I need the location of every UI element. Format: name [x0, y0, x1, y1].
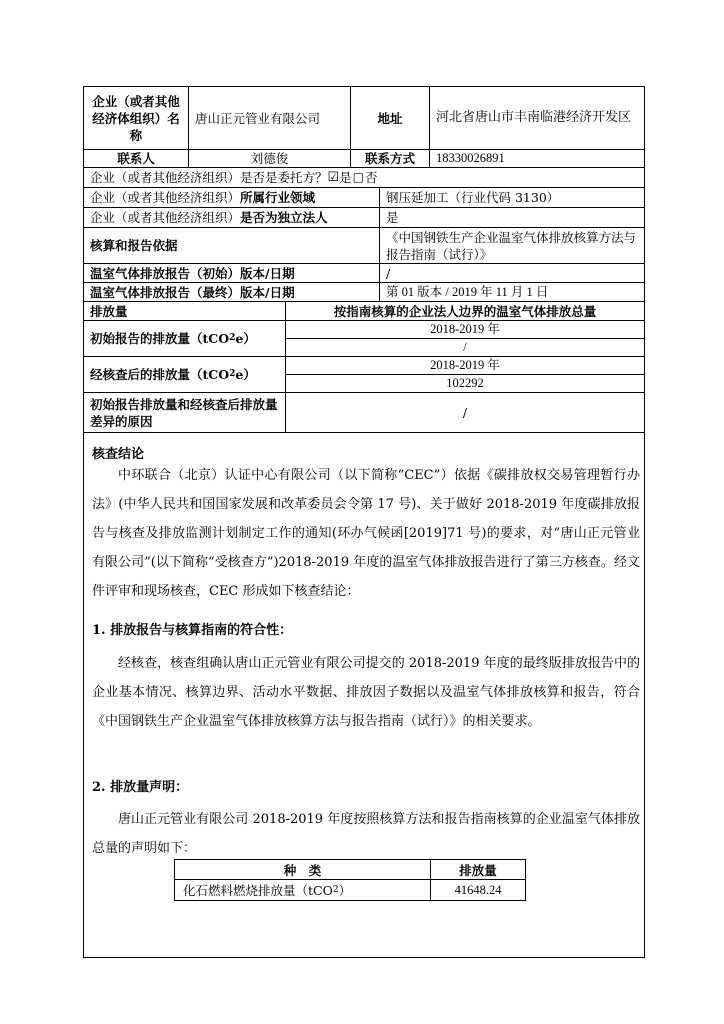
col-amount-header: 排放量	[459, 862, 497, 878]
emission-header: 按指南核算的企业法人边界的温室气体排放总量	[333, 303, 597, 319]
phone-label: 联系方式	[351, 150, 430, 167]
emission-table-header-row	[175, 860, 525, 880]
contact-value: 刘德俊	[189, 150, 351, 167]
final-version-value: 第 01 版本 / 2019 年 11 月 1 日	[386, 284, 549, 299]
basis-label: 核算和报告依据	[84, 228, 380, 263]
address-value: 河北省唐山市丰南临港经济开发区	[436, 110, 632, 125]
fossil-fuel-label-sub: 2	[332, 885, 339, 895]
initial-emission-label-sub: 2	[229, 333, 236, 343]
industry-label-bold: 所属行业领域	[240, 190, 316, 205]
row-contact	[84, 150, 644, 168]
row-final-version	[84, 283, 644, 302]
section-1-title: 1. 排放报告与核算指南的符合性：	[92, 623, 293, 638]
diff-value: /	[462, 405, 468, 420]
entrusted-yes-label: 是	[339, 170, 352, 185]
verification-form	[83, 86, 645, 958]
fossil-fuel-label-suffix: ）	[338, 883, 352, 898]
emission-table-row	[175, 880, 525, 900]
conclusion-paragraph-1: 中环联合（北京）认证中心有限公司（以下简称“CEC”）依据《碳排放权交易管理暂行办法》(中华人民共和国国家发展和改革委员会令第 17 号)、关于做好 2018-2019 年度碳排放报告与核查及排放监测计划制定工作的通知(环办气候函[2019]71 号)的要求，对“唐山正元管业有限公司”(以下简称“受核查方”)2018-2019 年度的温室气体排放报告进行了第三方核查。经文件评审和现场核查，CEC 形成如下核查结论：	[92, 468, 640, 599]
row-basis	[84, 228, 644, 264]
row-industry	[84, 188, 644, 208]
initial-year: 2018-2019 年	[286, 321, 644, 339]
initial-emission-label	[84, 321, 286, 356]
col-type-header: 种 类	[175, 860, 431, 879]
fossil-fuel-label-text: 化石燃料燃烧排放量（tCO	[183, 883, 333, 898]
row-diff-reason	[84, 393, 644, 433]
address-label: 地址	[351, 87, 430, 149]
emission-label: 排放量	[84, 302, 286, 320]
verified-emission-label	[84, 357, 286, 392]
row-verified-emission	[84, 357, 644, 393]
phone-value: 18330026891	[436, 151, 505, 165]
conclusion-paragraph-2: 经核查，核查组确认唐山正元管业有限公司提交的 2018-2019 年度的最终版排放报告中的企业基本情况、核算边界、活动水平数据、排放因子数据以及温室气体排放核算和报告，符合《中国钢铁生产企业温室气体排放核算方法与报告指南（试行）》的相关要求。	[92, 656, 640, 729]
entrusted-no-label: 否	[365, 170, 378, 185]
row-initial-version	[84, 264, 644, 283]
enterprise-value: 唐山正元管业有限公司	[189, 87, 351, 149]
legal-label	[84, 208, 380, 227]
industry-label-prefix: 企业（或者其他经济组织）	[90, 190, 241, 205]
enterprise-label: 企业（或者其他经济体组织）名称	[84, 87, 189, 149]
initial-emission-values	[286, 321, 644, 356]
verified-value: 102292	[446, 376, 484, 390]
verified-year: 2018-2019 年	[286, 357, 644, 375]
contact-label: 联系人	[84, 150, 189, 167]
initial-version-label: 温室气体排放报告（初始）版本/日期	[84, 264, 380, 282]
final-version-label: 温室气体排放报告（最终）版本/日期	[84, 283, 380, 301]
industry-label	[84, 188, 380, 207]
initial-value: /	[463, 340, 467, 354]
emission-statement-table	[174, 859, 526, 901]
initial-emission-label-text: 初始报告的排放量（tCO	[90, 331, 230, 346]
initial-emission-label-suffix: e）	[235, 331, 256, 346]
verified-emission-label-sub: 2	[229, 369, 236, 379]
legal-value: 是	[386, 210, 399, 225]
conclusion-title: 核查结论	[92, 447, 145, 462]
entrusted-question-text: 企业（或者其他经济组织）是否是委托方？	[90, 170, 328, 185]
conclusion-paragraph-3: 唐山正元管业有限公司 2018-2019 年度按照核算方法和报告指南核算的企业温室气体排放总量的声明如下：	[92, 812, 640, 856]
legal-label-bold: 是否为独立法人	[240, 210, 328, 225]
fossil-fuel-value: 41648.24	[454, 882, 502, 897]
fossil-fuel-label	[175, 880, 431, 900]
diff-label: 初始报告排放量和经核查后排放量差异的原因	[84, 393, 286, 432]
entrusted-no-checkbox-icon: □	[352, 170, 365, 184]
basis-value: 《中国钢铁生产企业温室气体排放核算方法与报告指南（试行）》	[386, 229, 637, 262]
entrusted-question	[84, 168, 644, 187]
entrusted-yes-checkbox-icon: ☑	[327, 170, 340, 185]
row-enterprise	[84, 87, 644, 150]
row-emission-header	[84, 302, 644, 321]
section-2-title: 2. 排放量声明：	[92, 780, 189, 795]
row-initial-emission	[84, 321, 644, 357]
row-legal	[84, 208, 644, 228]
industry-value: 钢压延加工（行业代码 3130）	[386, 190, 560, 205]
initial-version-value: /	[386, 265, 391, 281]
verified-emission-label-suffix: e）	[235, 367, 256, 382]
verified-emission-label-text: 经核查后的排放量（tCO	[90, 367, 230, 382]
verified-emission-values	[286, 357, 644, 392]
legal-label-prefix: 企业（或者其他经济组织）	[90, 210, 241, 225]
row-entrusted	[84, 168, 644, 188]
